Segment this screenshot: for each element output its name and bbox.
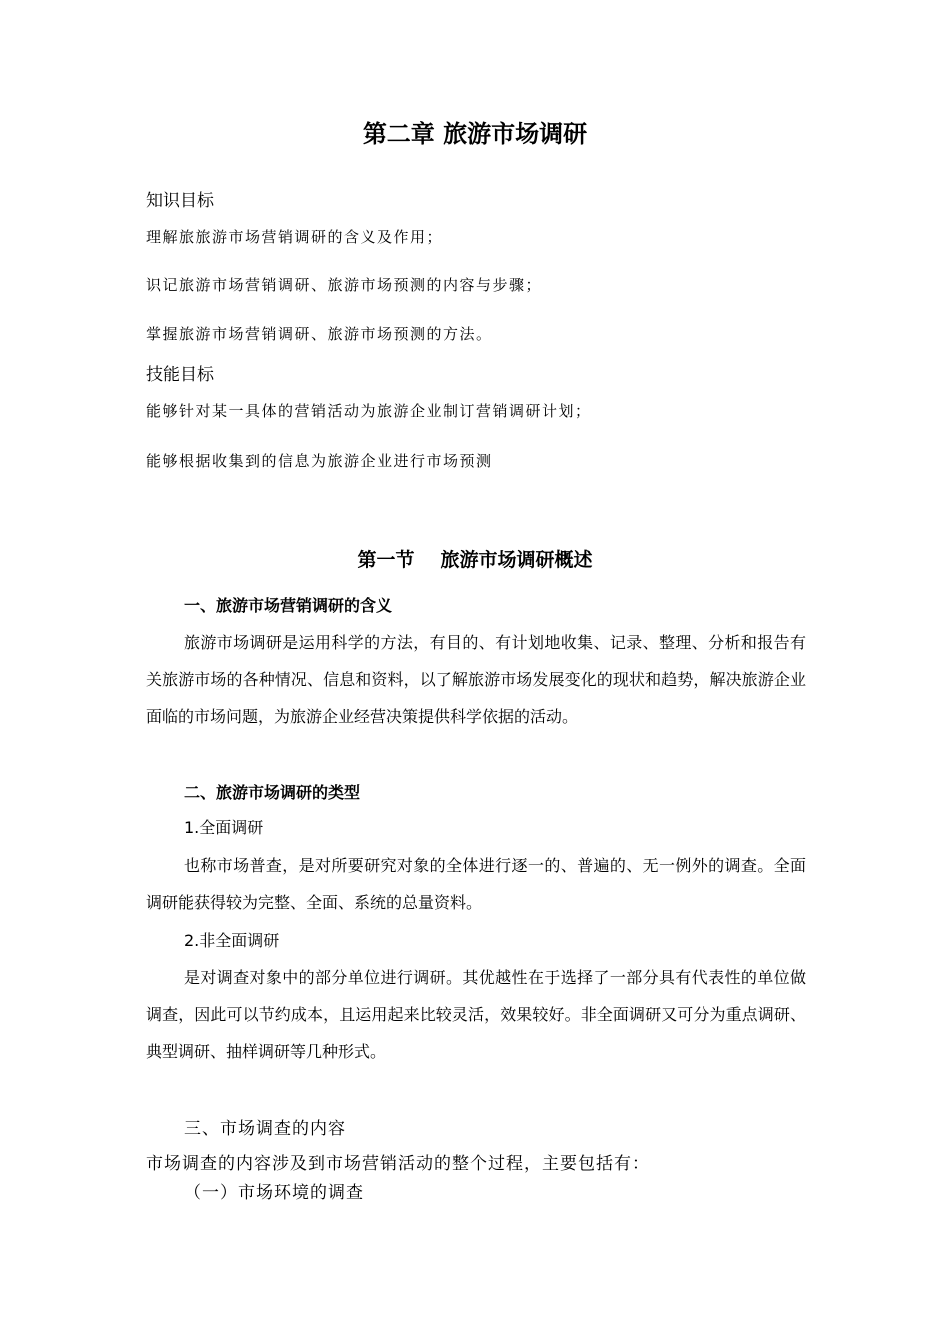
section-name: 旅游市场调研概述 xyxy=(440,549,593,571)
skill-objective-item: 能够根据收集到的信息为旅游企业进行市场预测 xyxy=(146,452,493,470)
skill-objectives-heading: 技能目标 xyxy=(146,365,214,385)
knowledge-objective-item: 理解旅旅游市场营销调研的含义及作用； xyxy=(146,228,444,246)
part3-heading: 三、市场调查的内容 xyxy=(184,1119,346,1139)
section-title xyxy=(0,546,950,574)
part1-heading: 一、旅游市场营销调研的含义 xyxy=(184,596,393,615)
type1-paragraph: 也称市场普查，是对所要研究对象的全体进行逐一的、普遍的、无一例外的调查。全面调研能获得较为完整、全面、系统的总量资料。 xyxy=(146,856,806,912)
skill-objective-item: 能够针对某一具体的营销活动为旅游企业制订营销调研计划； xyxy=(146,402,592,420)
part1-paragraph: 旅游市场调研是运用科学的方法，有目的、有计划地收集、记录、整理、分析和报告有关旅游市场的各种情况、信息和资料，以了解旅游市场发展变化的现状和趋势，解决旅游企业面临的市场问题，为旅游企业经营决策提供科学依据的活动。 xyxy=(146,633,806,726)
part2-heading: 二、旅游市场调研的类型 xyxy=(184,783,361,802)
knowledge-objective-item: 掌握旅游市场营销调研、旅游市场预测的方法。 xyxy=(146,325,493,343)
knowledge-objective-item: 识记旅游市场营销调研、旅游市场预测的内容与步骤； xyxy=(146,276,543,294)
chapter-title: 第二章 旅游市场调研 xyxy=(362,120,588,148)
type2-label: 2.非全面调研 xyxy=(184,931,280,950)
part3-subheading: （一）市场环境的调查 xyxy=(184,1183,364,1203)
type1-label: 1.全面调研 xyxy=(184,818,264,837)
part3-intro: 市场调查的内容涉及到市场营销活动的整个过程，主要包括有： xyxy=(146,1154,650,1174)
knowledge-objectives-heading: 知识目标 xyxy=(146,191,214,211)
type2-paragraph: 是对调查对象中的部分单位进行调研。其优越性在于选择了一部分具有代表性的单位做调查，因此可以节约成本，且运用起来比较灵活，效果较好。非全面调研又可分为重点调研、典型调研、抽样调研等几种形式。 xyxy=(146,968,806,1061)
section-number: 第一节 xyxy=(357,549,415,571)
